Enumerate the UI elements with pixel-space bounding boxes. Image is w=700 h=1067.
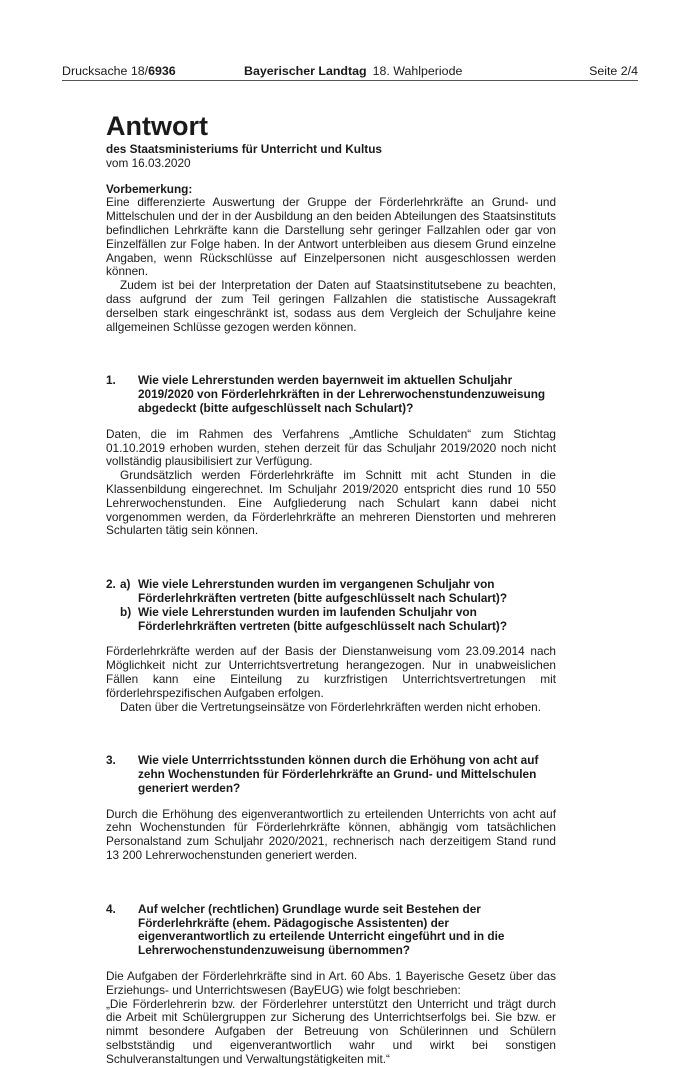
parliament-name: Bayerischer Landtag	[244, 64, 367, 78]
question-2b	[106, 606, 556, 634]
question-text: Wie viele Lehrerstunden wurden im vergangenen Schuljahr von Förderlehrkräften vertreten (bitte aufgeschlüsselt nach Schulart)?	[138, 577, 508, 605]
answer-paragraph: Durch die Erhöhung des eigenverantwortlich zu erteilenden Unterrichts von acht auf zehn Wochenstunden für Förderlehrkräfte können, abhängig vom tatsächlichen Personalstand zum Schuljahr 2020/2021, rechnerisch nach derzeitigem Stand rund 13 200 Lehrerwochenstunden generiert werden.	[106, 806, 556, 863]
question-text: Wie viele Lehrerstunden werden bayernweit im aktuellen Schuljahr 2019/2020 von Förderlehrkräften in der Lehrerwochenstundenzuweisung abgedeckt (bitte aufgeschlüsselt nach Schulart)?	[138, 373, 546, 415]
preface-label: Vorbemerkung:	[106, 181, 193, 196]
question-text: Auf welcher (rechtlichen) Grundlage wurde seit Bestehen der Förderlehrkräfte (ehem. Pädagogische Assistenten) der eigenverantwortlich zu erteilende Unterricht eingeführt und in die Lehrerwochenstundenzuweisung übernommen?	[138, 901, 505, 958]
question-text: Wie viele Lehrerstunden wurden im laufenden Schuljahr von Förderlehrkräften vertreten (bitte aufgeschlüsselt nach Schulart)?	[138, 604, 508, 633]
answer-subtitle: des Staatsministeriums für Unterricht und Kultus	[106, 142, 382, 156]
answer-date: vom 16.03.2020	[106, 155, 191, 170]
question-sub-label: b)	[120, 604, 132, 619]
question-number: 2.	[106, 577, 116, 592]
question-number: 3.	[106, 753, 116, 768]
question-1	[106, 374, 556, 415]
preface-paragraph: Eine differenzierte Auswertung der Gruppe der Förderlehrkräfte an Grund- und Mittelschulen und der in der Ausbildung an den beiden Abteilungen des Staatsinstituts befindlichen Lehrkräfte kann die Darstellung sehr geringer Fallzahlen oder gar von Einzelfällen zur Folge haben. In der Antwort unterbleiben aus diesem Grund einzelne Angaben, wenn Rückschlüsse auf Einzelpersonen nicht ausgeschlossen werden können.	[106, 195, 556, 279]
document-number: Drucksache 18/6936	[62, 64, 176, 78]
preface-paragraph: Zudem ist bei der Interpretation der Daten auf Staatsinstitutsebene zu beachten, dass aufgrund der zum Teil geringen Fallzahlen die statistische Aussagekraft derselben stark eingeschränkt ist, sodass aus dem Vergleich der Schuljahre keine allgemeinen Schlüsse gezogen werden können.	[106, 278, 556, 334]
question-sub-label: a)	[120, 577, 131, 592]
parliament-info	[244, 62, 462, 80]
question-2a	[106, 578, 556, 606]
election-period: 18. Wahlperiode	[372, 64, 463, 78]
quote-paragraph: „Die Förderlehrerin bzw. der Förderlehrer unterstützt den Unterricht und trägt durch die Arbeit mit Schülergruppen zur Sicherung des Unterrichtserfolgs bei. Sie bzw. er nimmt besondere Aufgaben der Betreuung von Schülerinnen und Schülern selbstständig und eigenverantwortlich wahr und wirkt bei sonstigen Schulveranstaltungen und Verwaltungstätigkeiten mit.“	[106, 996, 556, 1066]
question-4	[106, 903, 556, 958]
question-number: 4.	[106, 901, 116, 916]
page-header	[62, 62, 638, 81]
answer-paragraph: Daten über die Vertretungseinsätze von Förderlehrkräften werden nicht erhoben.	[120, 699, 542, 714]
answer-paragraph: Die Aufgaben der Förderlehrkräfte sind in Art. 60 Abs. 1 Bayerische Gesetz über das Erziehungs- und Unterrichtswesen (BayEUG) wie folgt beschrieben:	[106, 969, 556, 997]
question-3	[106, 754, 556, 795]
answer-title: Antwort	[106, 111, 208, 141]
question-text: Wie viele Unterrrichtsstunden können durch die Erhöhung von acht auf zehn Wochenstunden für Förderlehrkräfte an Grund- und Mittelschulen generiert werden?	[138, 753, 539, 795]
page-number: Seite 2/4	[589, 64, 638, 78]
answer-paragraph: Daten, die im Rahmen des Verfahrens „Amtliche Schuldaten“ zum Stichtag 01.10.2019 erhoben wurden, stehen derzeit für das Schuljahr 2019/2020 noch nicht vollständig plausibilisiert zur Verfügung.	[106, 426, 556, 469]
answer-paragraph: Grundsätzlich werden Förderlehrkräfte im Schnitt mit acht Stunden in die Klassenbildung eingerechnet. Im Schuljahr 2019/2020 entspricht dies rund 10 550 Lehrerwochenstunden. Eine Aufgliederung nach Schulart kann dabei nicht vorgenommen werden, da Förderlehrkräfte an mehreren Dienstorten und mehreren Schularten tätig sein können.	[106, 468, 556, 538]
answer-paragraph: Förderlehrkräfte werden auf der Basis der Dienstanweisung vom 23.09.2014 nach Möglichkeit nicht zur Unterrichtsvertretung herangezogen. Nur in unabweislichen Fällen kann eine Einteilung zu kurzfristigen Unterrichtsvertretungen mit förderlehrspezifischen Aufgaben erfolgen.	[106, 644, 556, 700]
document-body	[106, 110, 556, 1067]
question-number: 1.	[106, 373, 116, 388]
